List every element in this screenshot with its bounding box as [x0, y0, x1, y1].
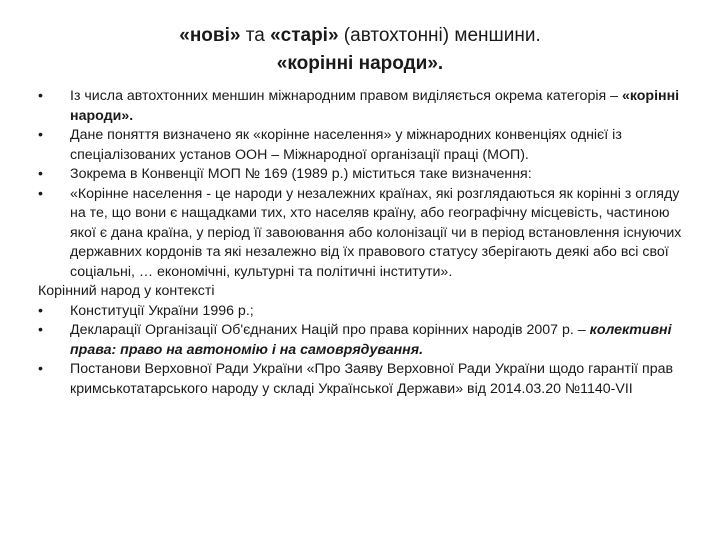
list-item: [38, 360, 688, 399]
item-text: «Корінне населення - це народи у незалежних країнах, які розглядаються як корінні з огляду на те, що вони є нащадками тих, хто населяв країну, або географічну місцевість, частиною якої є дана країна, у період її завоювання або колонізації чи в період встановлення існуючих державних кордонів та які незалежно від їх правового статусу зберігають деякі або всі свої соціальні, … економічні, культурні та політичні інститути».: [70, 185, 682, 280]
bullet-icon: •: [38, 88, 43, 104]
title-line-2: «корінні народи».: [276, 53, 444, 74]
item-text: Конституції України 1996 р.;: [70, 302, 254, 319]
item-emphasis-text: колективні права: право на автономію і на самоврядування.: [70, 322, 672, 358]
slide-body: [38, 87, 688, 399]
list-item: [38, 126, 688, 165]
slide-title: [0, 22, 720, 78]
item-text: Декларації Організації Об'єднаних Націй про права корінних народів 2007 р. –: [70, 322, 590, 338]
title-rest: (автохтонні) меншини.: [338, 25, 541, 46]
list-item: [38, 165, 688, 185]
bullet-icon: •: [38, 361, 43, 377]
title-and: та: [240, 25, 271, 46]
title-old: «старі»: [270, 25, 339, 46]
item-text: Зокрема в Конвенції МОП № 169 (1989 р.) міститься таке визначення:: [70, 166, 532, 182]
list-item: [38, 321, 688, 360]
subheading: Корінний народ у контексті: [38, 283, 215, 299]
bullet-icon: •: [38, 166, 43, 182]
title-line-1: [0, 22, 720, 50]
list-item: [38, 185, 688, 283]
list-item: [38, 302, 688, 322]
item-text: Із числа автохтонних меншин міжнародним правом виділяється окрема категорія –: [70, 88, 622, 104]
item-bold-text: «корінні народи».: [70, 88, 680, 124]
bullet-icon: •: [38, 322, 43, 338]
bullet-icon: •: [38, 127, 43, 143]
bullet-icon: •: [38, 302, 43, 319]
item-text: Постанови Верховної Ради України «Про Заяву Верховної Ради України щодо гарантії прав кримськотатарського народу у складі Української Держави» від 2014.03.20 №1140-VII: [70, 361, 674, 397]
item-text: Дане поняття визначено як «корінне населення» у міжнародних конвенціях однієї із спеціалізованих установ ООН – Міжнародної організації праці (МОП).: [70, 127, 622, 163]
bullet-icon: •: [38, 185, 43, 202]
title-new: «нові»: [179, 25, 241, 46]
list-item: [38, 87, 688, 126]
